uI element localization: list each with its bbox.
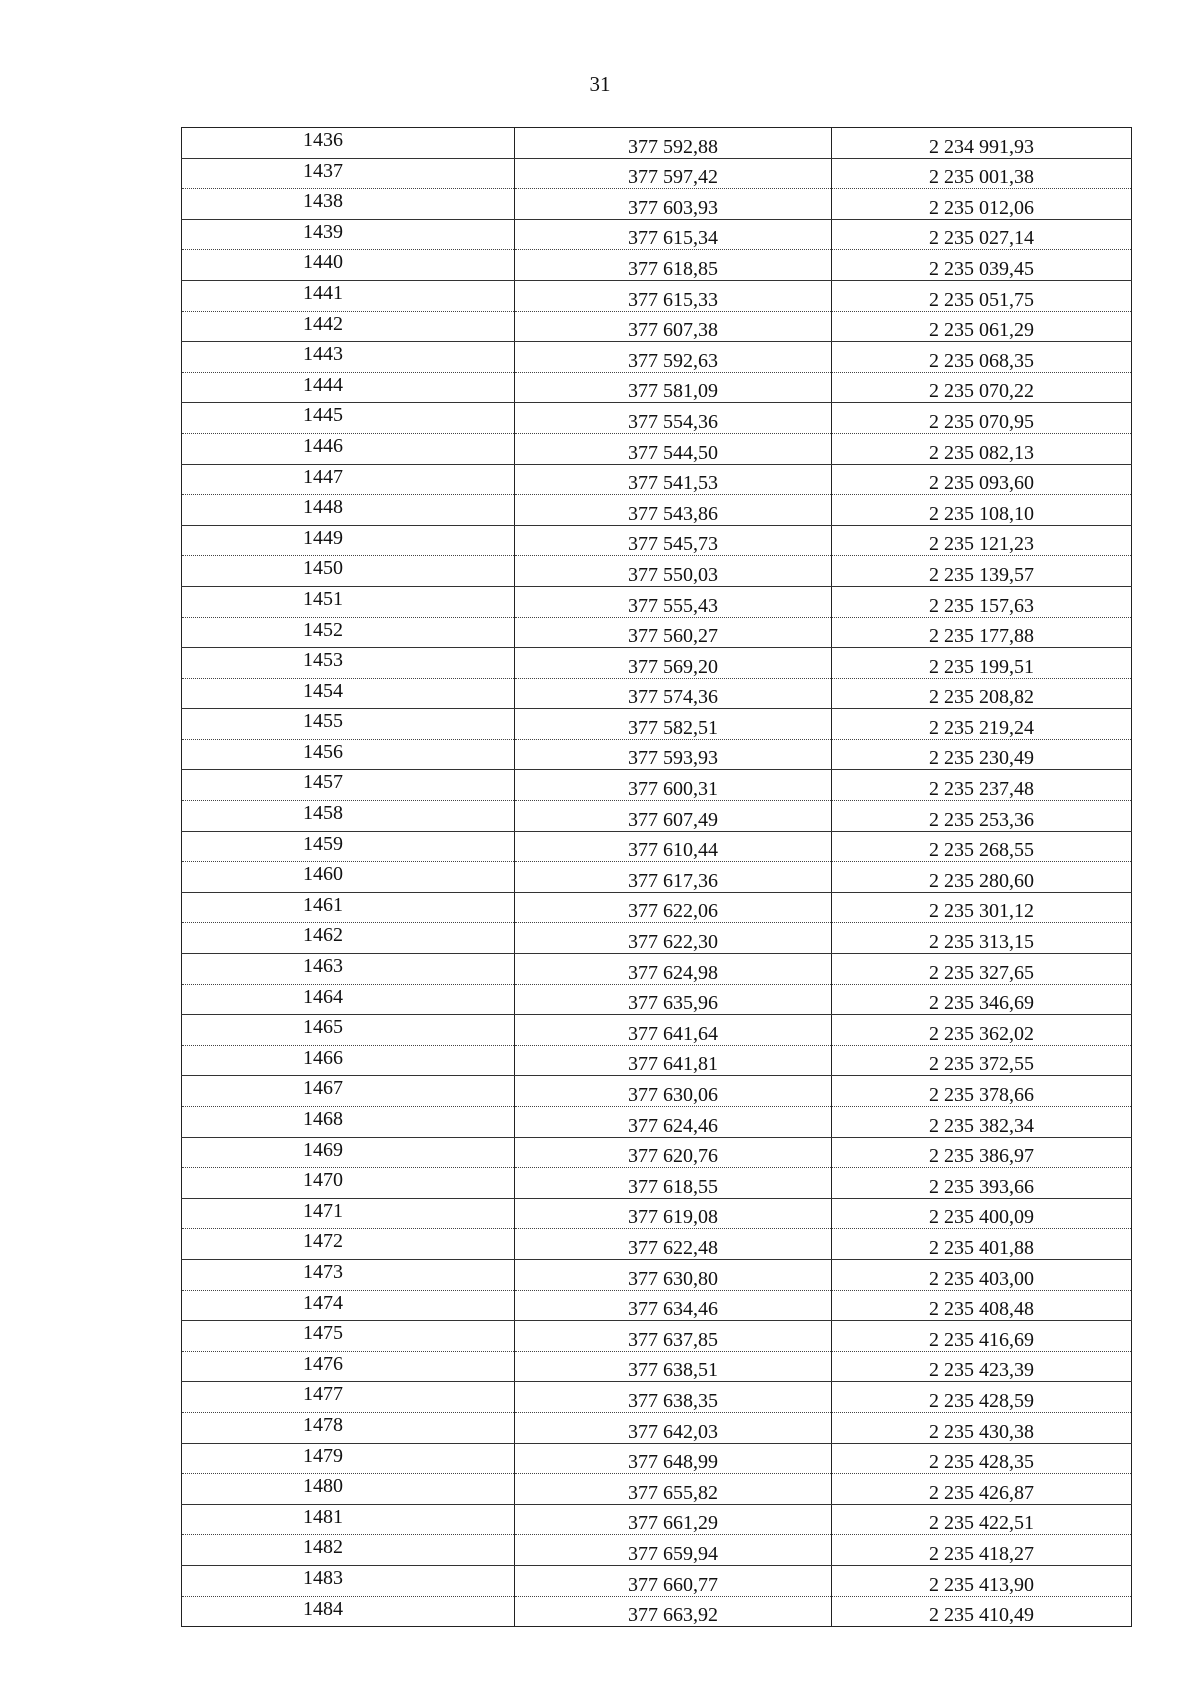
- y-coordinate-cell: 2 235 372,55: [832, 1045, 1132, 1076]
- table-row: [182, 586, 1132, 617]
- table-row: [182, 495, 1132, 526]
- y-coordinate-cell: 2 235 093,60: [832, 464, 1132, 495]
- x-coordinate-cell: 377 624,46: [515, 1107, 832, 1138]
- x-coordinate-cell: 377 661,29: [515, 1504, 832, 1535]
- x-coordinate-cell: 377 618,85: [515, 250, 832, 281]
- x-coordinate-cell: 377 544,50: [515, 433, 832, 464]
- point-number-cell: 1461: [182, 892, 515, 923]
- point-number-cell: 1454: [182, 678, 515, 709]
- table-row: [182, 1351, 1132, 1382]
- x-coordinate-cell: 377 569,20: [515, 648, 832, 679]
- table-row: [182, 556, 1132, 587]
- table-row: [182, 250, 1132, 281]
- x-coordinate-cell: 377 619,08: [515, 1198, 832, 1229]
- table-row: [182, 1382, 1132, 1413]
- x-coordinate-cell: 377 550,03: [515, 556, 832, 587]
- x-coordinate-cell: 377 622,06: [515, 892, 832, 923]
- table-row: [182, 1412, 1132, 1443]
- table-row: [182, 1229, 1132, 1260]
- point-number-cell: 1480: [182, 1474, 515, 1505]
- table-row: [182, 1259, 1132, 1290]
- table-row: [182, 1198, 1132, 1229]
- point-number-cell: 1443: [182, 342, 515, 373]
- y-coordinate-cell: 2 235 070,95: [832, 403, 1132, 434]
- x-coordinate-cell: 377 635,96: [515, 984, 832, 1015]
- point-number-cell: 1478: [182, 1412, 515, 1443]
- y-coordinate-cell: 2 235 408,48: [832, 1290, 1132, 1321]
- y-coordinate-cell: 2 235 378,66: [832, 1076, 1132, 1107]
- point-number-cell: 1467: [182, 1076, 515, 1107]
- x-coordinate-cell: 377 620,76: [515, 1137, 832, 1168]
- y-coordinate-cell: 2 235 039,45: [832, 250, 1132, 281]
- x-coordinate-cell: 377 607,49: [515, 801, 832, 832]
- table-row: [182, 1535, 1132, 1566]
- point-number-cell: 1462: [182, 923, 515, 954]
- y-coordinate-cell: 2 235 313,15: [832, 923, 1132, 954]
- point-number-cell: 1455: [182, 709, 515, 740]
- table-row: [182, 1321, 1132, 1352]
- point-number-cell: 1446: [182, 433, 515, 464]
- table-row: [182, 525, 1132, 556]
- x-coordinate-cell: 377 603,93: [515, 189, 832, 220]
- y-coordinate-cell: 2 235 327,65: [832, 954, 1132, 985]
- point-number-cell: 1475: [182, 1321, 515, 1352]
- y-coordinate-cell: 2 235 139,57: [832, 556, 1132, 587]
- y-coordinate-cell: 2 235 346,69: [832, 984, 1132, 1015]
- point-number-cell: 1459: [182, 831, 515, 862]
- point-number-cell: 1474: [182, 1290, 515, 1321]
- point-number-cell: 1463: [182, 954, 515, 985]
- table-row: [182, 1474, 1132, 1505]
- point-number-cell: 1468: [182, 1107, 515, 1138]
- y-coordinate-cell: 2 235 393,66: [832, 1168, 1132, 1199]
- table-row: [182, 128, 1132, 159]
- x-coordinate-cell: 377 617,36: [515, 862, 832, 893]
- point-number-cell: 1436: [182, 128, 515, 159]
- point-number-cell: 1438: [182, 189, 515, 220]
- y-coordinate-cell: 2 235 386,97: [832, 1137, 1132, 1168]
- y-coordinate-cell: 2 235 237,48: [832, 770, 1132, 801]
- y-coordinate-cell: 2 235 012,06: [832, 189, 1132, 220]
- point-number-cell: 1451: [182, 586, 515, 617]
- y-coordinate-cell: 2 235 268,55: [832, 831, 1132, 862]
- point-number-cell: 1460: [182, 862, 515, 893]
- y-coordinate-cell: 2 235 253,36: [832, 801, 1132, 832]
- table-row: [182, 1107, 1132, 1138]
- y-coordinate-cell: 2 235 199,51: [832, 648, 1132, 679]
- y-coordinate-cell: 2 235 061,29: [832, 311, 1132, 342]
- x-coordinate-cell: 377 641,81: [515, 1045, 832, 1076]
- table-row: [182, 739, 1132, 770]
- point-number-cell: 1484: [182, 1596, 515, 1627]
- coordinates-table: [181, 127, 1132, 1627]
- point-number-cell: 1456: [182, 739, 515, 770]
- x-coordinate-cell: 377 663,92: [515, 1596, 832, 1627]
- y-coordinate-cell: 2 235 413,90: [832, 1565, 1132, 1596]
- x-coordinate-cell: 377 660,77: [515, 1565, 832, 1596]
- table-row: [182, 158, 1132, 189]
- y-coordinate-cell: 2 235 403,00: [832, 1259, 1132, 1290]
- x-coordinate-cell: 377 637,85: [515, 1321, 832, 1352]
- y-coordinate-cell: 2 235 068,35: [832, 342, 1132, 373]
- x-coordinate-cell: 377 615,34: [515, 219, 832, 250]
- point-number-cell: 1442: [182, 311, 515, 342]
- table-row: [182, 831, 1132, 862]
- table-row: [182, 433, 1132, 464]
- y-coordinate-cell: 2 235 121,23: [832, 525, 1132, 556]
- table-row: [182, 342, 1132, 373]
- table-row: [182, 1443, 1132, 1474]
- x-coordinate-cell: 377 592,63: [515, 342, 832, 373]
- x-coordinate-cell: 377 554,36: [515, 403, 832, 434]
- x-coordinate-cell: 377 655,82: [515, 1474, 832, 1505]
- table-row: [182, 678, 1132, 709]
- y-coordinate-cell: 2 235 416,69: [832, 1321, 1132, 1352]
- x-coordinate-cell: 377 600,31: [515, 770, 832, 801]
- x-coordinate-cell: 377 543,86: [515, 495, 832, 526]
- table-row: [182, 219, 1132, 250]
- y-coordinate-cell: 2 235 418,27: [832, 1535, 1132, 1566]
- point-number-cell: 1447: [182, 464, 515, 495]
- x-coordinate-cell: 377 642,03: [515, 1412, 832, 1443]
- point-number-cell: 1441: [182, 280, 515, 311]
- table-row: [182, 862, 1132, 893]
- y-coordinate-cell: 2 235 157,63: [832, 586, 1132, 617]
- x-coordinate-cell: 377 607,38: [515, 311, 832, 342]
- point-number-cell: 1437: [182, 158, 515, 189]
- y-coordinate-cell: 2 235 400,09: [832, 1198, 1132, 1229]
- table-row: [182, 1076, 1132, 1107]
- point-number-cell: 1452: [182, 617, 515, 648]
- x-coordinate-cell: 377 659,94: [515, 1535, 832, 1566]
- table-row: [182, 801, 1132, 832]
- point-number-cell: 1445: [182, 403, 515, 434]
- point-number-cell: 1444: [182, 372, 515, 403]
- table-row: [182, 189, 1132, 220]
- x-coordinate-cell: 377 582,51: [515, 709, 832, 740]
- page-number: 31: [589, 72, 611, 96]
- table-row: [182, 892, 1132, 923]
- y-coordinate-cell: 2 235 108,10: [832, 495, 1132, 526]
- table-row: [182, 648, 1132, 679]
- point-number-cell: 1466: [182, 1045, 515, 1076]
- table-row: [182, 280, 1132, 311]
- table-row: [182, 1565, 1132, 1596]
- y-coordinate-cell: 2 234 991,93: [832, 128, 1132, 159]
- point-number-cell: 1458: [182, 801, 515, 832]
- y-coordinate-cell: 2 235 230,49: [832, 739, 1132, 770]
- x-coordinate-cell: 377 541,53: [515, 464, 832, 495]
- point-number-cell: 1457: [182, 770, 515, 801]
- point-number-cell: 1439: [182, 219, 515, 250]
- y-coordinate-cell: 2 235 423,39: [832, 1351, 1132, 1382]
- y-coordinate-cell: 2 235 428,35: [832, 1443, 1132, 1474]
- point-number-cell: 1470: [182, 1168, 515, 1199]
- table-row: [182, 1168, 1132, 1199]
- table-row: [182, 1137, 1132, 1168]
- table-row: [182, 464, 1132, 495]
- y-coordinate-cell: 2 235 177,88: [832, 617, 1132, 648]
- table-row: [182, 923, 1132, 954]
- point-number-cell: 1453: [182, 648, 515, 679]
- x-coordinate-cell: 377 648,99: [515, 1443, 832, 1474]
- y-coordinate-cell: 2 235 051,75: [832, 280, 1132, 311]
- x-coordinate-cell: 377 545,73: [515, 525, 832, 556]
- table-row: [182, 709, 1132, 740]
- y-coordinate-cell: 2 235 426,87: [832, 1474, 1132, 1505]
- x-coordinate-cell: 377 560,27: [515, 617, 832, 648]
- point-number-cell: 1473: [182, 1259, 515, 1290]
- y-coordinate-cell: 2 235 362,02: [832, 1015, 1132, 1046]
- table-row: [182, 984, 1132, 1015]
- y-coordinate-cell: 2 235 382,34: [832, 1107, 1132, 1138]
- y-coordinate-cell: 2 235 208,82: [832, 678, 1132, 709]
- y-coordinate-cell: 2 235 430,38: [832, 1412, 1132, 1443]
- x-coordinate-cell: 377 624,98: [515, 954, 832, 985]
- x-coordinate-cell: 377 581,09: [515, 372, 832, 403]
- x-coordinate-cell: 377 610,44: [515, 831, 832, 862]
- table-row: [182, 372, 1132, 403]
- point-number-cell: 1477: [182, 1382, 515, 1413]
- table-row: [182, 1290, 1132, 1321]
- x-coordinate-cell: 377 592,88: [515, 128, 832, 159]
- point-number-cell: 1440: [182, 250, 515, 281]
- point-number-cell: 1471: [182, 1198, 515, 1229]
- y-coordinate-cell: 2 235 082,13: [832, 433, 1132, 464]
- table-row: [182, 403, 1132, 434]
- y-coordinate-cell: 2 235 219,24: [832, 709, 1132, 740]
- table-row: [182, 954, 1132, 985]
- point-number-cell: 1450: [182, 556, 515, 587]
- point-number-cell: 1464: [182, 984, 515, 1015]
- point-number-cell: 1479: [182, 1443, 515, 1474]
- y-coordinate-cell: 2 235 001,38: [832, 158, 1132, 189]
- table-row: [182, 1596, 1132, 1627]
- x-coordinate-cell: 377 622,30: [515, 923, 832, 954]
- table-row: [182, 1045, 1132, 1076]
- y-coordinate-cell: 2 235 422,51: [832, 1504, 1132, 1535]
- y-coordinate-cell: 2 235 428,59: [832, 1382, 1132, 1413]
- x-coordinate-cell: 377 622,48: [515, 1229, 832, 1260]
- x-coordinate-cell: 377 641,64: [515, 1015, 832, 1046]
- table-row: [182, 1504, 1132, 1535]
- y-coordinate-cell: 2 235 070,22: [832, 372, 1132, 403]
- point-number-cell: 1472: [182, 1229, 515, 1260]
- x-coordinate-cell: 377 634,46: [515, 1290, 832, 1321]
- x-coordinate-cell: 377 630,06: [515, 1076, 832, 1107]
- table-row: [182, 770, 1132, 801]
- x-coordinate-cell: 377 593,93: [515, 739, 832, 770]
- x-coordinate-cell: 377 555,43: [515, 586, 832, 617]
- x-coordinate-cell: 377 638,51: [515, 1351, 832, 1382]
- y-coordinate-cell: 2 235 301,12: [832, 892, 1132, 923]
- table-row: [182, 617, 1132, 648]
- y-coordinate-cell: 2 235 410,49: [832, 1596, 1132, 1627]
- point-number-cell: 1448: [182, 495, 515, 526]
- table-row: [182, 1015, 1132, 1046]
- x-coordinate-cell: 377 615,33: [515, 280, 832, 311]
- x-coordinate-cell: 377 618,55: [515, 1168, 832, 1199]
- table-row: [182, 311, 1132, 342]
- point-number-cell: 1469: [182, 1137, 515, 1168]
- point-number-cell: 1449: [182, 525, 515, 556]
- point-number-cell: 1482: [182, 1535, 515, 1566]
- y-coordinate-cell: 2 235 027,14: [832, 219, 1132, 250]
- coordinates-table-body: [182, 128, 1132, 1627]
- x-coordinate-cell: 377 638,35: [515, 1382, 832, 1413]
- x-coordinate-cell: 377 597,42: [515, 158, 832, 189]
- y-coordinate-cell: 2 235 401,88: [832, 1229, 1132, 1260]
- x-coordinate-cell: 377 574,36: [515, 678, 832, 709]
- point-number-cell: 1481: [182, 1504, 515, 1535]
- point-number-cell: 1483: [182, 1565, 515, 1596]
- point-number-cell: 1465: [182, 1015, 515, 1046]
- x-coordinate-cell: 377 630,80: [515, 1259, 832, 1290]
- point-number-cell: 1476: [182, 1351, 515, 1382]
- y-coordinate-cell: 2 235 280,60: [832, 862, 1132, 893]
